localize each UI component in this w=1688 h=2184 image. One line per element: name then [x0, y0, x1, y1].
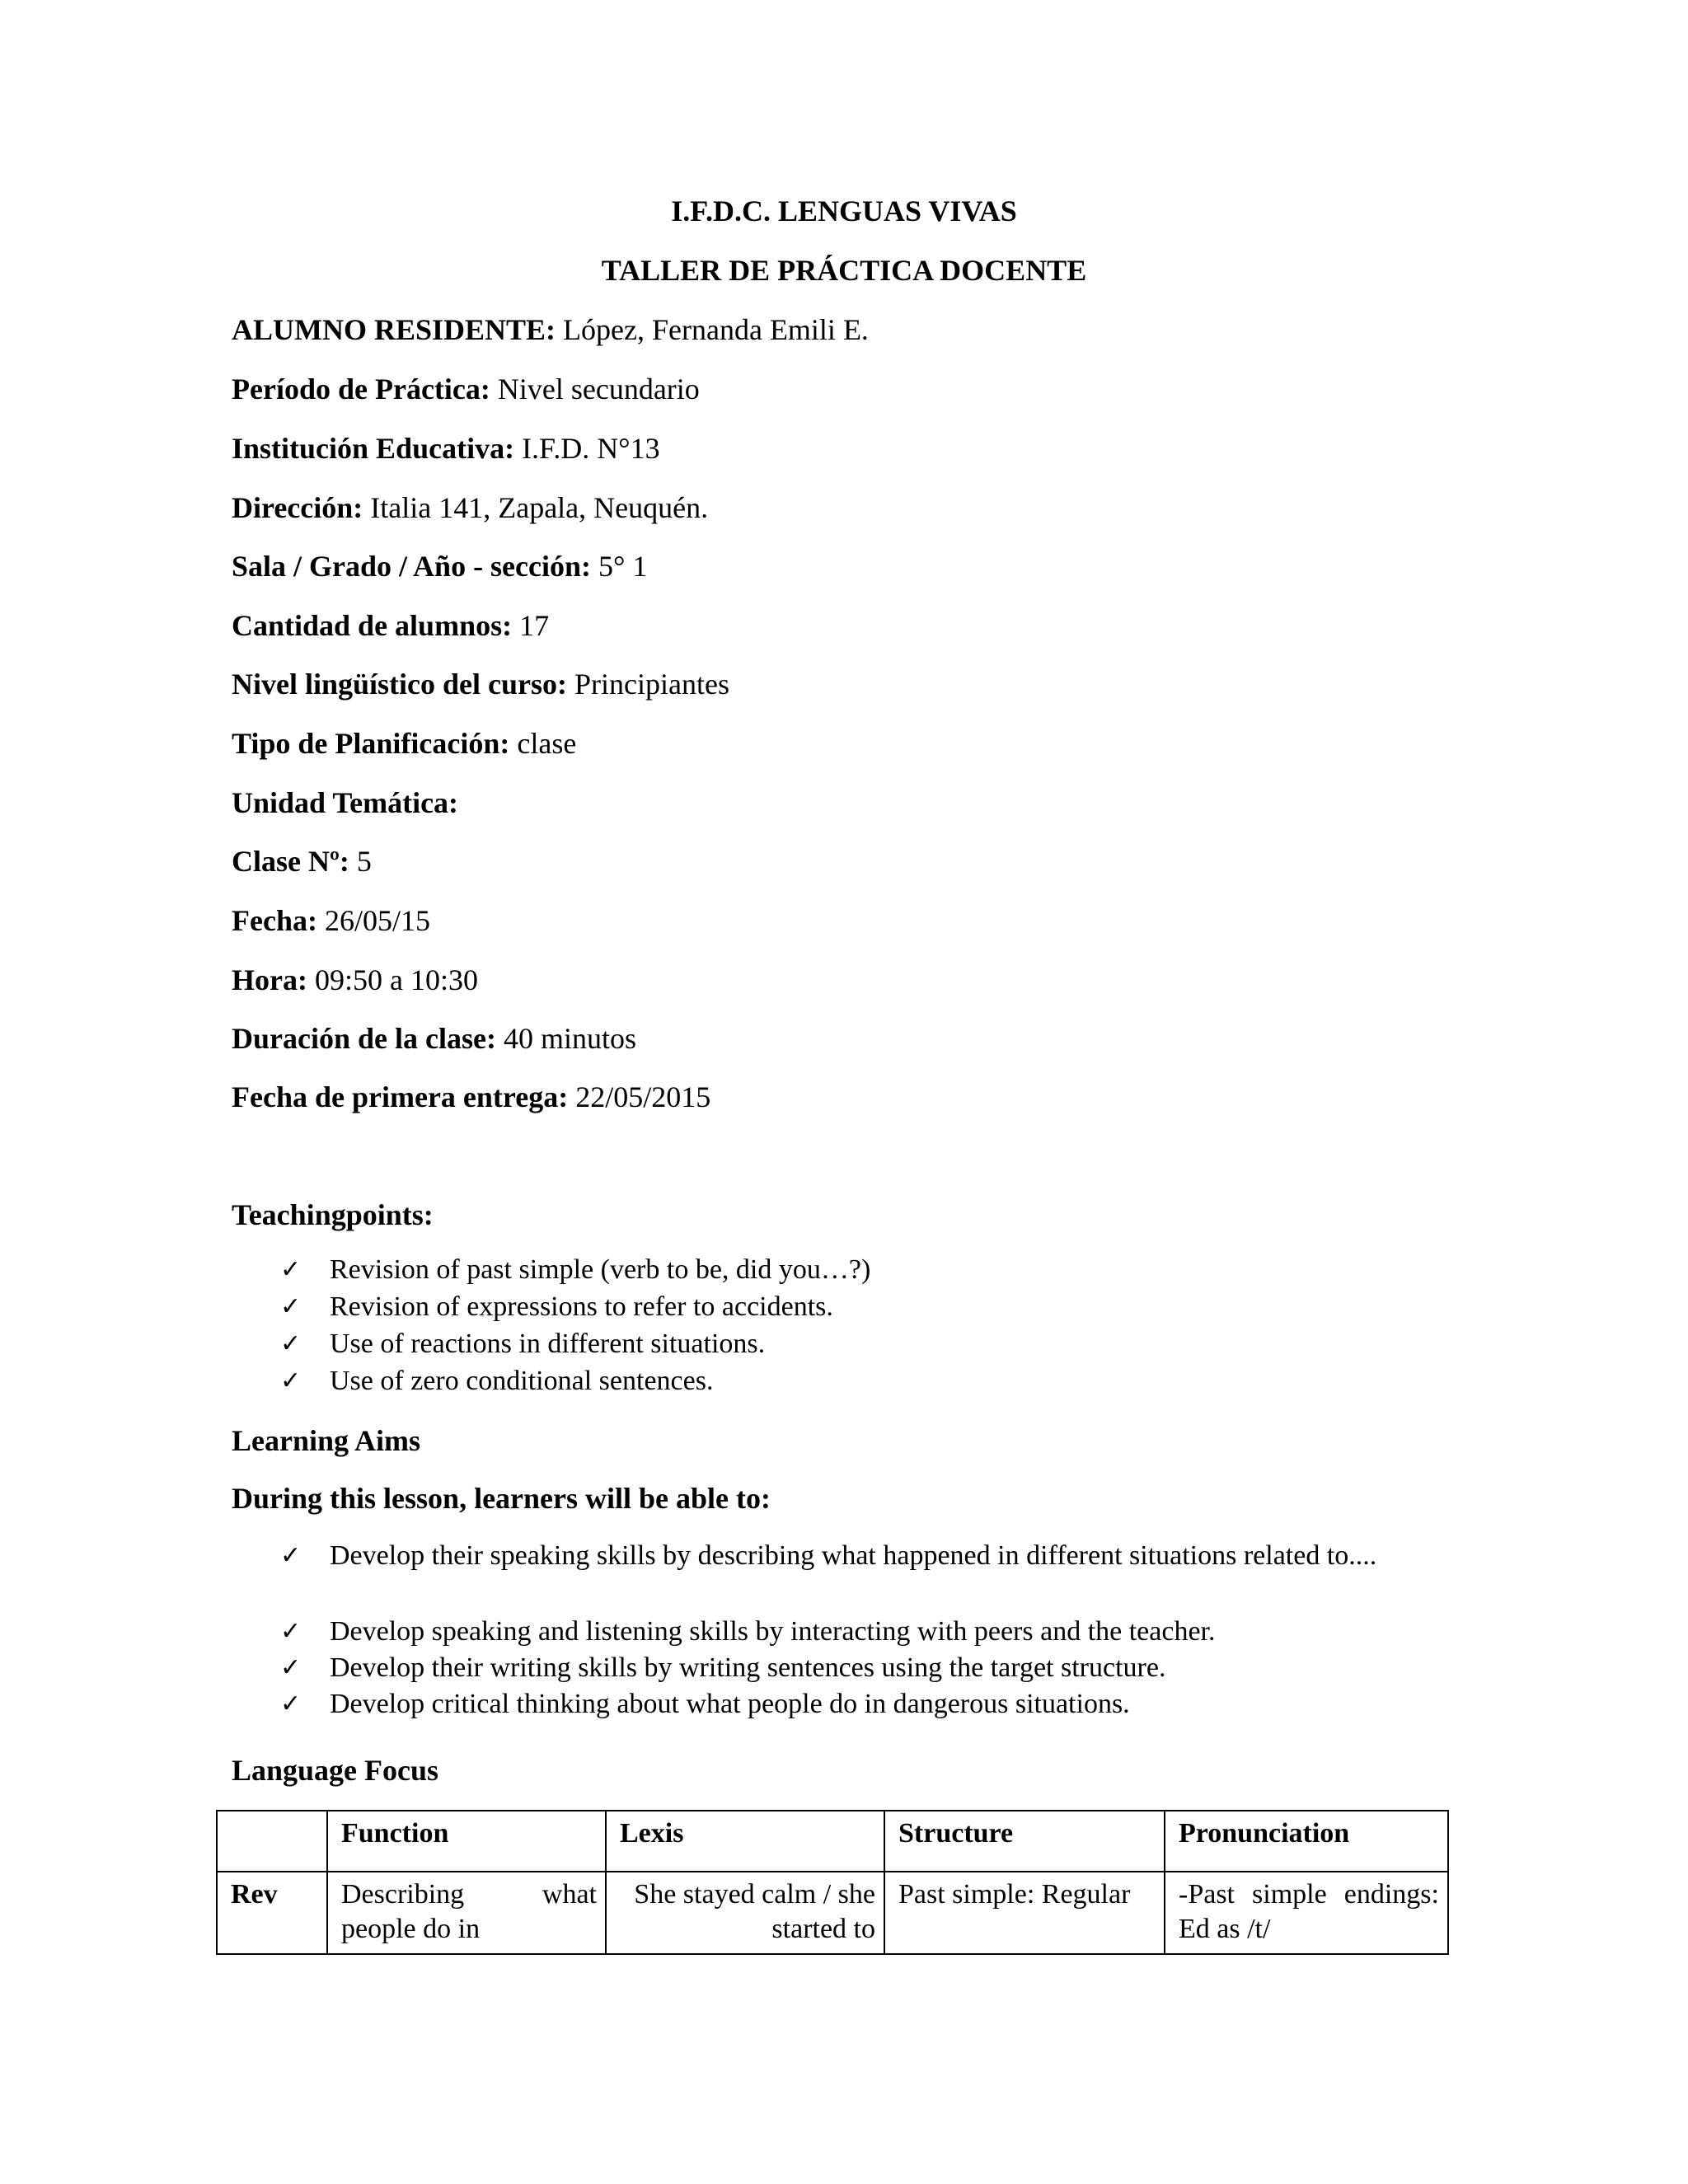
field-direccion — [232, 490, 708, 526]
teaching-points-list — [280, 1251, 870, 1399]
column-header-pronunciation: Pronunciation — [1165, 1811, 1448, 1872]
list-item: ✓ Develop speaking and listening skills by interacting with peers and the teacher. — [280, 1614, 1434, 1650]
list-item: ✓ Use of reactions in different situations. — [280, 1325, 870, 1362]
learning-aims-subheading: During this lesson, learners will be able to: — [232, 1482, 771, 1515]
check-mark-icon: ✓ — [280, 1653, 302, 1682]
field-cantidad-alumnos — [232, 607, 549, 644]
field-label: Período de Práctica: — [232, 373, 490, 405]
field-duracion — [232, 1020, 636, 1057]
check-mark-icon: ✓ — [280, 1292, 302, 1321]
learning-aims-list — [280, 1538, 1434, 1722]
field-institucion — [232, 430, 660, 466]
field-value: I.F.D. N°13 — [522, 432, 660, 465]
field-clase-numero — [232, 843, 372, 879]
language-focus-table — [216, 1810, 1449, 1955]
field-value: López, Fernanda Emili E. — [563, 313, 869, 346]
field-fecha — [232, 902, 430, 939]
column-header — [217, 1811, 327, 1872]
column-header-function: Function — [327, 1811, 606, 1872]
check-mark-icon: ✓ — [280, 1329, 302, 1358]
column-header-lexis: Lexis — [606, 1811, 884, 1872]
field-value: 5 — [356, 845, 372, 878]
table-cell: -Past simple endings: Ed as /t/ — [1165, 1872, 1448, 1954]
field-label: Unidad Temática: — [232, 786, 459, 819]
field-label: Nivel lingüístico del curso: — [232, 668, 567, 701]
column-header-structure: Structure — [884, 1811, 1165, 1872]
list-item: ✓ Develop their writing skills by writing sentences using the target structure. — [280, 1650, 1434, 1686]
list-item: ✓ Revision of past simple (verb to be, did you…?) — [280, 1251, 870, 1288]
table-cell: Past simple: Regular — [884, 1872, 1165, 1954]
check-mark-icon: ✓ — [280, 1690, 302, 1718]
language-focus-heading: Language Focus — [232, 1754, 439, 1787]
field-value: 09:50 a 10:30 — [314, 963, 478, 996]
field-value: Principiantes — [574, 668, 729, 701]
table-header-row — [217, 1811, 1448, 1872]
field-value: 22/05/2015 — [575, 1080, 711, 1113]
table-cell: She stayed calm / she started to — [606, 1872, 884, 1954]
course-title: TALLER DE PRÁCTICA DOCENTE — [601, 254, 1087, 287]
field-hora — [232, 962, 478, 998]
field-label: Fecha: — [232, 904, 317, 937]
field-label: Institución Educativa: — [232, 432, 515, 465]
field-fecha-entrega — [232, 1079, 710, 1115]
field-value: 17 — [519, 609, 550, 642]
field-value: Italia 141, Zapala, Neuquén. — [370, 491, 709, 524]
check-mark-icon: ✓ — [280, 1366, 302, 1395]
field-periodo-practica — [232, 371, 700, 407]
list-item: ✓ Use of zero conditional sentences. — [280, 1362, 870, 1399]
field-label: Dirección: — [232, 491, 363, 524]
table-cell: Rev — [217, 1872, 327, 1954]
table-row — [217, 1872, 1448, 1954]
field-label: Hora: — [232, 963, 307, 996]
field-label: Duración de la clase: — [232, 1022, 496, 1055]
field-value: clase — [517, 727, 577, 760]
learning-aims-heading: Learning Aims — [232, 1424, 421, 1457]
institution-title: I.F.D.C. LENGUAS VIVAS — [671, 194, 1017, 227]
field-value: Nivel secundario — [497, 373, 700, 405]
table-cell: Describing what people do in — [327, 1872, 606, 1954]
check-mark-icon: ✓ — [280, 1255, 302, 1284]
field-nivel-linguistico — [232, 666, 729, 702]
field-label: Tipo de Planificación: — [232, 727, 510, 760]
list-item: ✓ Develop critical thinking about what people do in dangerous situations. — [280, 1686, 1434, 1722]
field-sala-grado — [232, 548, 647, 584]
field-label: Fecha de primera entrega: — [232, 1080, 569, 1113]
field-tipo-planificacion — [232, 725, 576, 762]
field-value: 5° 1 — [598, 550, 648, 583]
field-value: 26/05/15 — [324, 904, 430, 937]
list-item: ✓ Revision of expressions to refer to accidents. — [280, 1288, 870, 1325]
field-value: 40 minutos — [503, 1022, 636, 1055]
teaching-points-heading: Teachingpoints: — [232, 1198, 434, 1231]
field-label: Clase Nº: — [232, 845, 349, 878]
check-mark-icon: ✓ — [280, 1541, 302, 1570]
check-mark-icon: ✓ — [280, 1617, 302, 1646]
field-label: Cantidad de alumnos: — [232, 609, 513, 642]
field-alumno-residente — [232, 312, 869, 348]
field-label: ALUMNO RESIDENTE: — [232, 313, 556, 346]
list-item: ✓ Develop their speaking skills by describing what happened in different situations related to.... — [280, 1538, 1434, 1614]
field-unidad-tematica — [232, 785, 458, 821]
field-label: Sala / Grado / Año - sección: — [232, 550, 592, 583]
